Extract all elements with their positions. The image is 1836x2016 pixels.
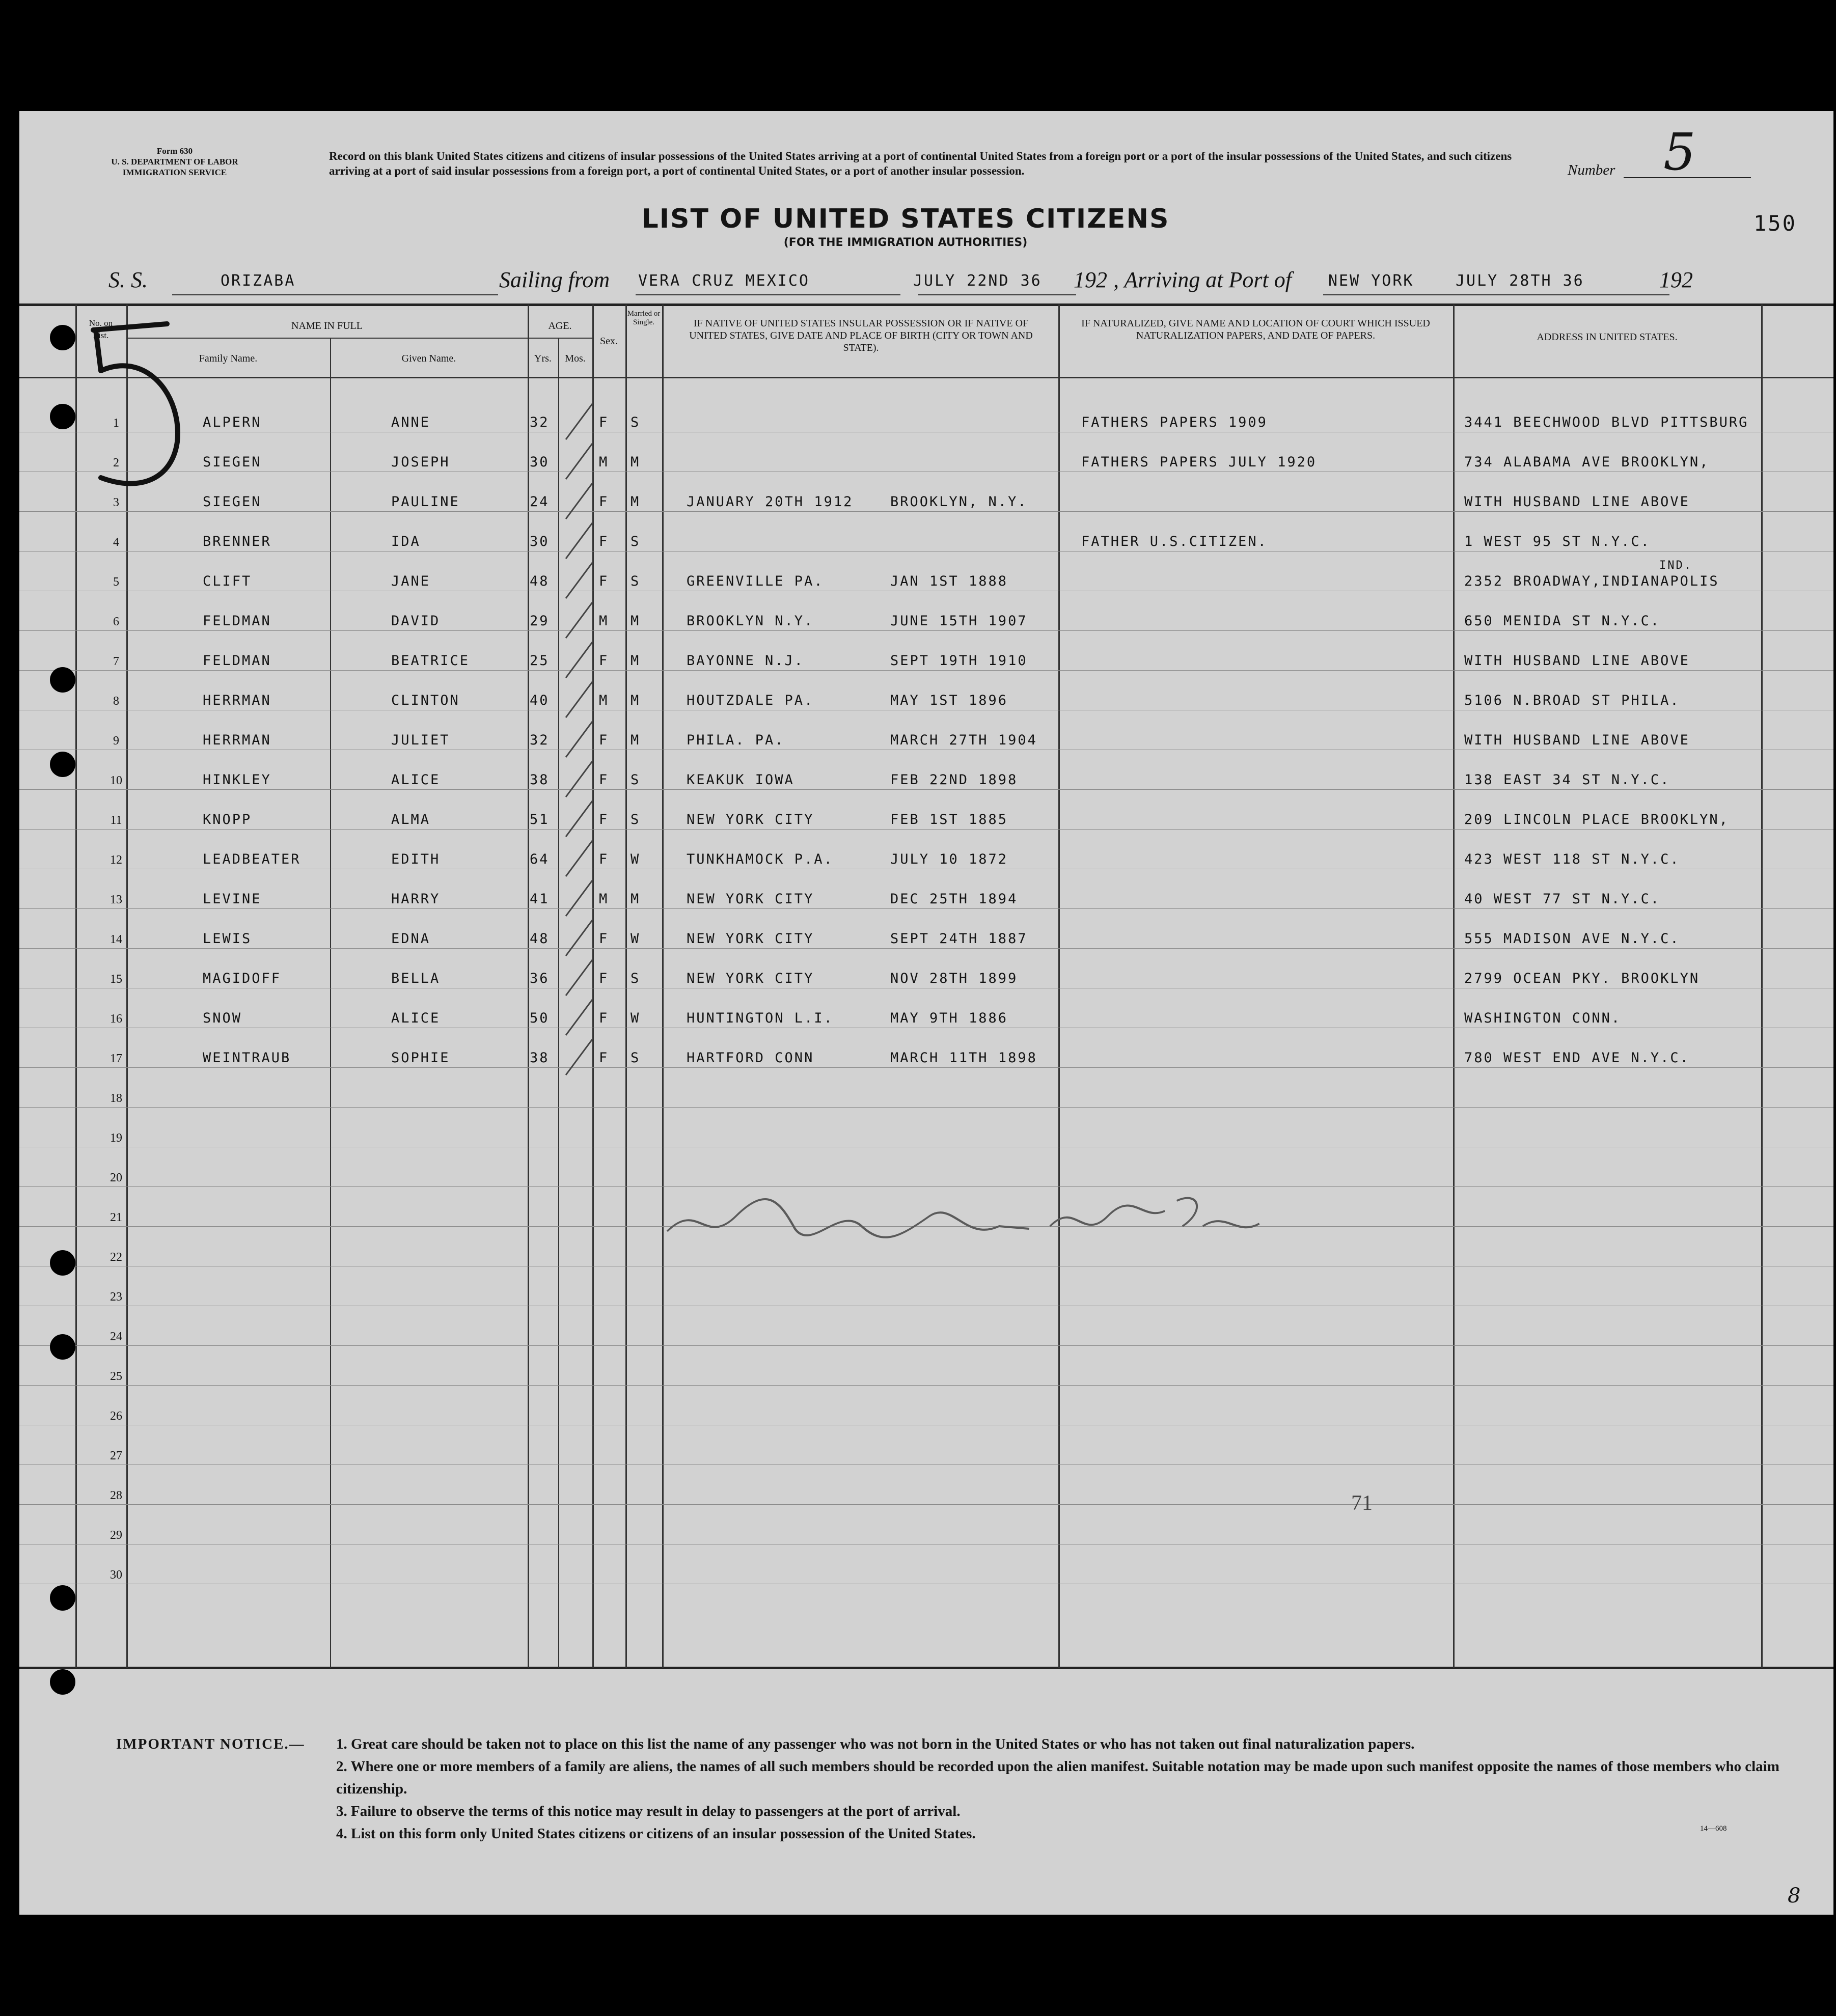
passenger-age-years: 48 [530,573,550,589]
passenger-age-years: 32 [530,732,550,748]
check-slash-mark [562,957,597,998]
passenger-family-name: FELDMAN [203,653,271,669]
passenger-address: WITH HUSBAND LINE ABOVE [1464,653,1690,669]
passenger-birth-place: TUNKHAMOCK P.A. [687,851,834,867]
passenger-sex: F [599,812,609,827]
passenger-marital-status: S [631,1050,641,1066]
row-number: 11 [110,814,122,827]
passenger-family-name: KNOPP [203,812,252,827]
row-number: 3 [113,496,119,509]
passenger-given-name: JOSEPH [391,454,450,470]
passenger-marital-status: S [631,971,641,986]
passenger-age-years: 30 [530,454,550,470]
row-number: 24 [110,1330,122,1343]
row-number: 22 [110,1251,122,1264]
check-slash-mark [562,719,597,760]
passenger-age-years: 51 [530,812,550,827]
row-number: 26 [110,1410,122,1423]
row-rule [19,1345,1833,1346]
passenger-family-name: LEVINE [203,891,262,907]
passenger-naturalization: FATHERS PAPERS JULY 1920 [1081,454,1317,470]
passenger-family-name: SNOW [203,1010,242,1026]
passenger-birth-place: PHILA. PA. [687,732,785,748]
row-number: 17 [110,1052,122,1065]
passenger-address: WASHINGTON CONN. [1464,1010,1622,1026]
check-slash-mark [562,679,597,720]
passenger-family-name: HERRMAN [203,732,271,748]
passenger-given-name: SOPHIE [391,1050,450,1066]
passenger-address: 734 ALABAMA AVE BROOKLYN, [1464,454,1710,470]
passenger-family-name: FELDMAN [203,613,271,629]
header-family-name: Family Name. [199,353,258,364]
notice-item-3: 3. Failure to observe the terms of this notice may result in delay to passengers at the port of arrival. [336,1803,961,1819]
passenger-family-name: ALPERN [203,415,262,430]
passenger-birth-place: NEW YORK CITY [687,891,814,907]
passenger-given-name: ALICE [391,772,441,788]
passenger-age-years: 50 [530,1010,550,1026]
row-rule [19,1067,1833,1068]
row-number: 23 [110,1290,122,1304]
year-prefix-1: 192 [1074,267,1107,292]
passenger-age-years: 64 [530,851,550,867]
corner-mark: 8 [1788,1884,1801,1908]
ship-name: ORIZABA [221,272,296,290]
passenger-sex: M [599,891,609,907]
row-number: 8 [113,695,119,708]
passenger-address: 2799 OCEAN PKY. BROOKLYN [1464,971,1700,986]
passenger-family-name: LEWIS [203,931,252,947]
check-slash-mark [562,1037,597,1078]
ss-label: S. S. [108,267,148,292]
punch-hole [50,1250,75,1276]
passenger-address: 209 LINCOLN PLACE BROOKLYN, [1464,812,1729,827]
passenger-birth-place: JANUARY 20TH 1912 [687,494,854,510]
passenger-address: 138 EAST 34 ST N.Y.C. [1464,772,1670,788]
passenger-marital-status: M [631,494,641,510]
row-rule [19,908,1833,909]
year-prefix-2: 192 [1659,267,1693,292]
passenger-given-name: EDITH [391,851,441,867]
passenger-birth-date: DEC 25TH 1894 [890,891,1018,907]
passenger-marital-status: M [631,732,641,748]
passenger-sex: F [599,1050,609,1066]
check-slash-mark [562,600,597,641]
passenger-marital-status: M [631,454,641,470]
passenger-given-name: BELLA [391,971,441,986]
passenger-age-years: 48 [530,931,550,947]
passenger-address: 423 WEST 118 ST N.Y.C. [1464,851,1680,867]
passenger-address-state: IND. [1659,559,1692,572]
passenger-address: 2352 BROADWAY,INDIANAPOLIS [1464,573,1719,589]
passenger-birth-place: HOUTZDALE PA. [687,693,814,708]
check-slash-mark [562,878,597,919]
passenger-birth-date: SEPT 19TH 1910 [890,653,1028,669]
header-address: ADDRESS IN UNITED STATES. [1537,332,1678,343]
passenger-sex: F [599,971,609,986]
passenger-age-years: 29 [530,613,550,629]
check-slash-mark [562,997,597,1038]
passenger-given-name: HARRY [391,891,441,907]
passenger-naturalization: FATHER U.S.CITIZEN. [1081,534,1268,549]
passenger-sex: M [599,693,609,708]
row-number: 9 [113,734,119,748]
passenger-address: WITH HUSBAND LINE ABOVE [1464,494,1690,510]
check-slash-mark [562,759,597,799]
table-bottom-border [19,1667,1833,1669]
check-slash-mark [562,838,597,879]
header-age: AGE. [548,320,572,332]
passenger-birth-date: MAY 1ST 1896 [890,693,1008,708]
row-number: 6 [113,615,119,628]
punch-hole [50,752,75,777]
check-slash-mark [562,520,597,561]
passenger-sex: F [599,732,609,748]
row-number: 25 [110,1370,122,1383]
passenger-given-name: JULIET [391,732,450,748]
passenger-birth-place: HARTFORD CONN [687,1050,814,1066]
row-number: 15 [110,973,122,986]
passenger-given-name: BEATRICE [391,653,470,669]
passenger-address: 555 MADISON AVE N.Y.C. [1464,931,1680,947]
punch-hole [50,1585,75,1611]
passenger-birth-place: NEW YORK CITY [687,812,814,827]
check-slash-mark [562,401,597,442]
row-number: 5 [113,575,119,589]
passenger-age-years: 30 [530,534,550,549]
passenger-age-years: 32 [530,415,550,430]
handwritten-list-number [65,310,228,544]
notice-item-1: 1. Great care should be taken not to place on this list the name of any passenger who was not born in the United States or who has not taken out final naturalization papers. [336,1736,1415,1752]
passenger-given-name: EDNA [391,931,431,947]
header-yrs: Yrs. [534,353,552,364]
passenger-age-years: 24 [530,494,550,510]
passenger-address: 650 MENIDA ST N.Y.C. [1464,613,1661,629]
passenger-address: 780 WEST END AVE N.Y.C. [1464,1050,1690,1066]
passenger-sex: F [599,931,609,947]
passenger-address: 1 WEST 95 ST N.Y.C. [1464,534,1651,549]
check-slash-mark [562,798,597,839]
check-slash-mark [562,481,597,521]
arrival-date: JULY 28TH 36 [1456,272,1584,290]
departure-port: VERA CRUZ MEXICO [638,272,810,290]
passenger-sex: F [599,534,609,549]
row-number: 27 [110,1449,122,1462]
passenger-family-name: WEINTRAUB [203,1050,291,1066]
passenger-sex: F [599,573,609,589]
passenger-birth-date: MAY 9TH 1886 [890,1010,1008,1026]
row-rule [19,1107,1833,1108]
passenger-age-years: 36 [530,971,550,986]
passenger-sex: F [599,653,609,669]
check-slash-mark [562,918,597,958]
row-rule [19,789,1833,790]
passenger-marital-status: S [631,573,641,589]
page-title: LIST OF UNITED STATES CITIZENS [641,204,1170,234]
row-number: 1 [113,417,119,430]
passenger-sex: M [599,454,609,470]
row-rule [19,1504,1833,1505]
header-native: IF NATIVE OF UNITED STATES INSULAR POSSESSION OR IF NATIVE OF UNITED STATES, GIVE DATE AND PLACE OF BIRTH (CITY OR TOWN AND STATE). [689,318,1033,353]
passenger-sex: F [599,415,609,430]
header-married-single: Married or Single. [627,310,661,326]
passenger-family-name: SIEGEN [203,494,262,510]
row-number: 21 [110,1211,122,1224]
row-rule [19,948,1833,949]
passenger-birth-place: GREENVILLE PA. [687,573,824,589]
department-name: U. S. DEPARTMENT OF LABOR [111,157,238,167]
passenger-given-name: IDA [391,534,421,549]
passenger-sex: F [599,494,609,510]
row-number: 12 [110,853,122,867]
form-identifier [68,146,282,178]
check-slash-mark [562,640,597,680]
passenger-birth-date: MARCH 11TH 1898 [890,1050,1037,1066]
passenger-birth-date: NOV 28TH 1899 [890,971,1018,986]
passenger-family-name: SIEGEN [203,454,262,470]
row-number: 28 [110,1489,122,1502]
punch-hole [50,325,75,350]
passenger-marital-status: M [631,613,641,629]
passenger-family-name: LEADBEATER [203,851,301,867]
passenger-given-name: JANE [391,573,431,589]
passenger-marital-status: M [631,891,641,907]
passenger-marital-status: S [631,772,641,788]
row-rule [19,829,1833,830]
passenger-birth-place: NEW YORK CITY [687,931,814,947]
passenger-birth-date: JUNE 15TH 1907 [890,613,1028,629]
punch-hole [50,1334,75,1360]
passenger-birth-place: HUNTINGTON L.I. [687,1010,834,1026]
passenger-marital-status: W [631,851,641,867]
passenger-birth-place: NEW YORK CITY [687,971,814,986]
passenger-marital-status: M [631,693,641,708]
passenger-marital-status: S [631,812,641,827]
passenger-family-name: CLIFT [203,573,252,589]
passenger-age-years: 38 [530,1050,550,1066]
passenger-given-name: ANNE [391,415,431,430]
row-rule [19,670,1833,671]
header-mos: Mos. [565,353,586,364]
passenger-given-name: DAVID [391,613,441,629]
passenger-naturalization: FATHERS PAPERS 1909 [1081,415,1268,430]
passenger-marital-status: S [631,415,641,430]
passenger-marital-status: M [631,653,641,669]
check-slash-mark [562,441,597,482]
passenger-marital-status: S [631,534,641,549]
form-number: Form 630 [156,146,193,156]
arriving-label: , Arriving at Port of [1113,267,1292,292]
passenger-age-years: 41 [530,891,550,907]
passenger-address: 40 WEST 77 ST N.Y.C. [1464,891,1661,907]
row-number: 13 [110,893,122,906]
passenger-age-years: 40 [530,693,550,708]
passenger-birth-date: JAN 1ST 1888 [890,573,1008,589]
manifest-sheet [19,111,1833,1915]
passenger-family-name: MAGIDOFF [203,971,282,986]
row-number: 7 [113,655,119,668]
row-number: 19 [110,1131,122,1145]
passenger-address: 3441 BEECHWOOD BLVD PITTSBURG [1464,415,1749,430]
sailing-from-label: Sailing from [499,267,610,292]
header-given-name: Given Name. [401,353,456,364]
header-naturalized: IF NATURALIZED, GIVE NAME AND LOCATION OF COURT WHICH ISSUED NATURALIZATION PAPERS, AND DATE OF PAPERS. [1081,318,1430,341]
passenger-birth-place: BAYONNE N.J. [687,653,805,669]
passenger-given-name: CLINTON [391,693,460,708]
passenger-family-name: HERRMAN [203,693,271,708]
table-top-border [19,303,1833,306]
punch-hole [50,1669,75,1695]
row-rule [19,511,1833,512]
passenger-given-name: ALMA [391,812,431,827]
row-number: 30 [110,1568,122,1582]
arrival-port: NEW YORK [1328,272,1414,290]
notice-item-4: 4. List on this form only United States citizens or citizens of an insular possession of the United States. [336,1826,976,1842]
punch-hole [50,667,75,693]
passenger-given-name: PAULINE [391,494,460,510]
passenger-birth-place: KEAKUK IOWA [687,772,794,788]
intro-paragraph: Record on this blank United States citizens and citizens of insular possessions of the United States arriving at a port of continental United States from a foreign port or a port of the insular possessions of the United States, and such citizens arriving at a port of said insular possessions from a foreign port, a port of continental United States, or a port of another insular possession. [329,150,1512,177]
passenger-family-name: HINKLEY [203,772,271,788]
passenger-birth-date: FEB 1ST 1885 [890,812,1008,827]
number-value: 5 [1663,122,1696,182]
notice-item-2: 2. Where one or more members of a family are aliens, the names of all such members should be recorded upon the alien manifest. Suitable notation may be made upon such manifest opposite the names of those members who claim citizenship. [336,1758,1779,1797]
row-number: 20 [110,1171,122,1184]
row-number: 10 [110,774,122,787]
row-rule [19,630,1833,631]
sailing-date: JULY 22ND 36 [913,272,1042,290]
row-number: 14 [110,933,122,946]
passenger-marital-status: W [631,1010,641,1026]
passenger-birth-date: SEPT 24TH 1887 [890,931,1028,947]
row-rule [19,1385,1833,1386]
header-no: No. on List. [89,318,113,340]
passenger-birth-date: FEB 22ND 1898 [890,772,1018,788]
punch-hole [50,404,75,429]
page-number: 150 [1753,211,1797,236]
passenger-birth-place: BROOKLYN N.Y. [687,613,814,629]
page-subtitle: (FOR THE IMMIGRATION AUTHORITIES) [783,236,1028,249]
passenger-address: 5106 N.BROAD ST PHILA. [1464,693,1680,708]
passenger-sex: M [599,613,609,629]
handwritten-inspector-note [656,1180,1282,1265]
row-number: 16 [110,1012,122,1026]
check-slash-mark [562,560,597,601]
passenger-marital-status: W [631,931,641,947]
passenger-birth-date: MARCH 27TH 1904 [890,732,1037,748]
row-number: 2 [113,456,119,470]
row-number: 29 [110,1529,122,1542]
passenger-family-name: BRENNER [203,534,271,549]
passenger-birth-date: JULY 10 1872 [890,851,1008,867]
number-label: Number [1568,162,1615,178]
passenger-sex: F [599,772,609,788]
passenger-sex: F [599,851,609,867]
header-sex: Sex. [600,336,618,347]
annotation-71: 71 [1351,1492,1373,1515]
notice-lead: IMPORTANT NOTICE.— [116,1736,305,1752]
passenger-given-name: ALICE [391,1010,441,1026]
passenger-birth-date: BROOKLYN, N.Y. [890,494,1028,510]
service-name: IMMIGRATION SERVICE [122,168,227,177]
print-code: 14—608 [1700,1825,1727,1833]
passenger-address: WITH HUSBAND LINE ABOVE [1464,732,1690,748]
row-number: 4 [113,536,119,549]
row-number: 18 [110,1092,122,1105]
passenger-sex: F [599,1010,609,1026]
passenger-age-years: 38 [530,772,550,788]
passenger-age-years: 25 [530,653,550,669]
header-name-in-full: NAME IN FULL [291,320,363,332]
